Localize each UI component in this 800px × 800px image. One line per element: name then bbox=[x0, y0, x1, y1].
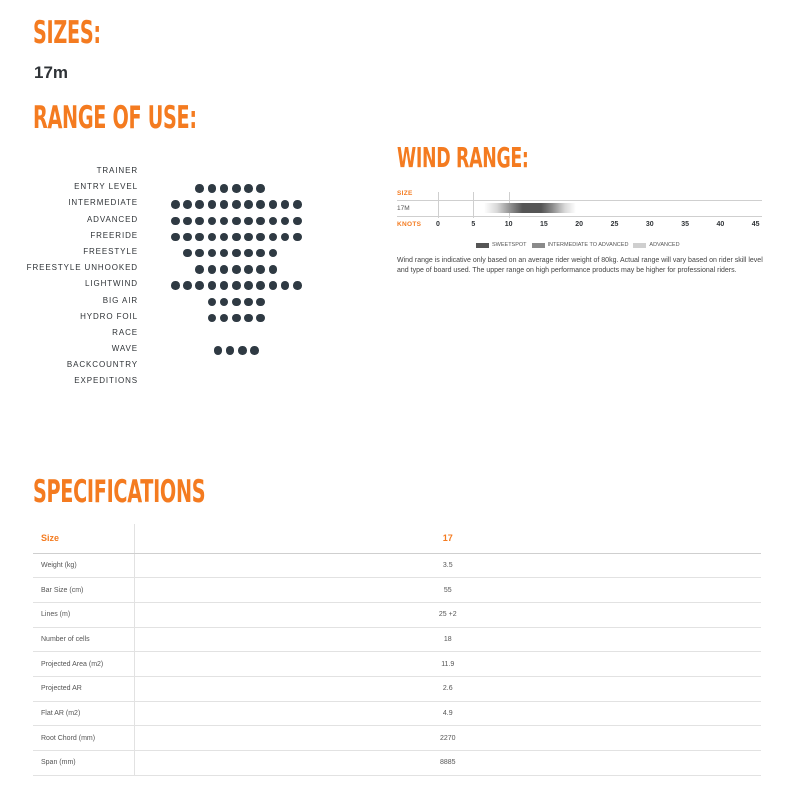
tick-label: 5 bbox=[471, 221, 476, 228]
tick-label: 10 bbox=[504, 221, 513, 228]
rating-dot bbox=[293, 233, 302, 242]
rating-dot bbox=[293, 200, 302, 209]
range-row bbox=[0, 326, 300, 342]
range-row bbox=[0, 245, 300, 261]
range-label: BIG AIR bbox=[102, 295, 138, 305]
range-label: INTERMEDIATE bbox=[68, 198, 138, 208]
rating-dot bbox=[195, 281, 204, 290]
rating-dot bbox=[214, 346, 223, 355]
legend-item bbox=[532, 242, 629, 248]
rating-dot bbox=[281, 200, 290, 209]
range-label: WAVE bbox=[111, 344, 138, 354]
rating-dot bbox=[195, 200, 204, 209]
spec-value: 4.9 bbox=[134, 701, 761, 726]
rating-dot bbox=[256, 184, 265, 193]
rating-dot bbox=[269, 217, 278, 226]
rating-dot bbox=[171, 233, 180, 242]
tick-label: 30 bbox=[645, 221, 654, 228]
size-header-label: Size bbox=[33, 524, 134, 553]
wind-range-legend bbox=[476, 242, 685, 250]
rating-dot bbox=[220, 314, 229, 323]
rating-dot bbox=[232, 184, 241, 193]
legend-swatch bbox=[476, 243, 489, 248]
spec-label: Span (mm) bbox=[33, 751, 134, 776]
rating-dot bbox=[171, 200, 180, 209]
rating-dot bbox=[269, 249, 278, 258]
spec-label: Projected Area (m2) bbox=[33, 652, 134, 677]
rating-dot bbox=[195, 265, 204, 274]
rating-dot bbox=[232, 281, 241, 290]
rating-dot bbox=[232, 298, 241, 307]
range-row bbox=[0, 342, 300, 358]
rating-dot bbox=[244, 217, 253, 226]
legend-label: ADVANCED bbox=[649, 242, 680, 248]
sweetspot-bar bbox=[484, 203, 576, 213]
rating-dot bbox=[293, 281, 302, 290]
rating-dot bbox=[195, 249, 204, 258]
rating-dot bbox=[208, 298, 217, 307]
rating-dot bbox=[208, 184, 217, 193]
legend-swatch bbox=[532, 243, 545, 248]
table-row bbox=[33, 701, 761, 726]
rating-dot bbox=[232, 265, 241, 274]
spec-value: 25 +2 bbox=[134, 602, 761, 627]
spec-value: 18 bbox=[134, 627, 761, 652]
spec-label: Projected AR bbox=[33, 676, 134, 701]
range-of-use-list bbox=[0, 164, 300, 391]
rating-dot bbox=[232, 249, 241, 258]
range-row bbox=[0, 196, 300, 212]
rating-dot bbox=[183, 233, 192, 242]
legend-item bbox=[633, 242, 679, 248]
range-label: ENTRY LEVEL bbox=[74, 182, 138, 192]
rating-dot bbox=[220, 184, 229, 193]
rating-dot bbox=[208, 281, 217, 290]
range-row bbox=[0, 229, 300, 245]
rating-dot bbox=[256, 233, 265, 242]
rating-dot bbox=[195, 217, 204, 226]
rating-dot bbox=[220, 233, 229, 242]
sizes-title: SIZES: bbox=[33, 15, 101, 51]
range-row bbox=[0, 310, 300, 326]
spec-value: 2270 bbox=[134, 726, 761, 751]
rating-dot bbox=[232, 233, 241, 242]
spec-label: Number of cells bbox=[33, 627, 134, 652]
grid-line bbox=[473, 192, 474, 218]
specifications-title: SPECIFICATIONS bbox=[33, 474, 206, 510]
range-label: TRAINER bbox=[96, 166, 138, 175]
range-label: LIGHTWIND bbox=[85, 279, 138, 289]
rating-dot bbox=[183, 200, 192, 209]
range-label: FREERIDE bbox=[90, 230, 138, 240]
wind-range-title: WIND RANGE: bbox=[397, 141, 529, 174]
rating-dot bbox=[250, 346, 259, 355]
range-row bbox=[0, 358, 300, 374]
rating-dot bbox=[269, 200, 278, 209]
rating-dot bbox=[256, 217, 265, 226]
size-row-label: 17M bbox=[397, 205, 410, 212]
spec-value: 2.6 bbox=[134, 676, 761, 701]
legend-label: INTERMEDIATE TO ADVANCED bbox=[547, 242, 629, 248]
rating-dot bbox=[269, 233, 278, 242]
table-header-row bbox=[33, 524, 761, 553]
range-row bbox=[0, 294, 300, 310]
table-row bbox=[33, 751, 761, 776]
rating-dot bbox=[281, 281, 290, 290]
rating-dot bbox=[256, 298, 265, 307]
rating-dot bbox=[195, 233, 204, 242]
spec-value: 55 bbox=[134, 578, 761, 603]
range-row bbox=[0, 213, 300, 229]
rating-dot bbox=[256, 314, 265, 323]
range-row bbox=[0, 374, 300, 390]
spec-value: 8885 bbox=[134, 751, 761, 776]
rating-dot bbox=[232, 217, 241, 226]
legend-label: SWEETSPOT bbox=[492, 242, 527, 248]
range-row bbox=[0, 277, 300, 293]
table-row bbox=[33, 578, 761, 603]
grid-line bbox=[438, 192, 439, 218]
legend-swatch bbox=[633, 243, 646, 248]
rating-dot bbox=[281, 233, 290, 242]
knots-label: KNOTS bbox=[397, 221, 422, 228]
rating-dot bbox=[208, 265, 217, 274]
range-label: FREESTYLE UNHOOKED bbox=[26, 263, 138, 273]
tick-label: 15 bbox=[539, 221, 548, 228]
wind-range-chart bbox=[397, 188, 767, 248]
rating-dot bbox=[238, 346, 247, 355]
tick-label: 25 bbox=[610, 221, 619, 228]
rating-dot bbox=[244, 249, 253, 258]
rating-dot bbox=[244, 233, 253, 242]
range-label: HYDRO FOIL bbox=[80, 311, 138, 321]
rating-dot bbox=[183, 249, 192, 258]
rating-dot bbox=[226, 346, 235, 355]
rating-dot bbox=[195, 184, 204, 193]
table-row bbox=[33, 553, 761, 578]
table-row bbox=[33, 726, 761, 751]
table-row bbox=[33, 627, 761, 652]
rating-dot bbox=[281, 217, 290, 226]
rating-dot bbox=[171, 217, 180, 226]
rating-dot bbox=[256, 200, 265, 209]
size-header: SIZE bbox=[397, 190, 413, 197]
legend-item bbox=[476, 242, 527, 248]
table-row bbox=[33, 652, 761, 677]
specifications-table bbox=[33, 524, 761, 776]
rating-dot bbox=[256, 281, 265, 290]
rating-dot bbox=[183, 217, 192, 226]
rating-dot bbox=[244, 265, 253, 274]
divider bbox=[397, 200, 762, 201]
range-label: ADVANCED bbox=[86, 214, 138, 224]
rating-dot bbox=[232, 200, 241, 209]
rating-dot bbox=[244, 298, 253, 307]
size-header-value: 17 bbox=[134, 524, 761, 553]
sizes-value: 17m bbox=[34, 63, 69, 82]
rating-dot bbox=[244, 200, 253, 209]
range-row bbox=[0, 164, 300, 180]
spec-label: Root Chord (mm) bbox=[33, 726, 134, 751]
rating-dot bbox=[220, 265, 229, 274]
range-row bbox=[0, 261, 300, 277]
rating-dot bbox=[220, 217, 229, 226]
range-of-use-title: RANGE OF USE: bbox=[33, 100, 197, 136]
table-row bbox=[33, 602, 761, 627]
rating-dot bbox=[220, 281, 229, 290]
rating-dot bbox=[244, 184, 253, 193]
spec-value: 11.9 bbox=[134, 652, 761, 677]
range-label: RACE bbox=[112, 327, 138, 337]
rating-dot bbox=[244, 314, 253, 323]
rating-dot bbox=[171, 281, 180, 290]
rating-dot bbox=[208, 233, 217, 242]
range-label: BACKCOUNTRY bbox=[66, 360, 138, 370]
rating-dot bbox=[208, 314, 217, 323]
rating-dot bbox=[208, 249, 217, 258]
tick-label: 40 bbox=[716, 221, 725, 228]
spec-label: Flat AR (m2) bbox=[33, 701, 134, 726]
rating-dot bbox=[208, 200, 217, 209]
table-row bbox=[33, 676, 761, 701]
rating-dot bbox=[256, 249, 265, 258]
rating-dot bbox=[220, 249, 229, 258]
range-row bbox=[0, 180, 300, 196]
rating-dot bbox=[269, 281, 278, 290]
rating-dot bbox=[232, 314, 241, 323]
spec-value: 3.5 bbox=[134, 553, 761, 578]
wind-range-note: Wind range is indicative only based on an average rider weight of 80kg. Actual range will vary based on rider skill level and type of board used. The upper range on high performance products may be higher for professional riders. bbox=[397, 257, 763, 274]
spec-label: Weight (kg) bbox=[33, 553, 134, 578]
range-label: FREESTYLE bbox=[83, 246, 138, 256]
rating-dot bbox=[244, 281, 253, 290]
tick-label: 35 bbox=[681, 221, 689, 228]
rating-dot bbox=[256, 265, 265, 274]
rating-dot bbox=[220, 200, 229, 209]
range-label: EXPEDITIONS bbox=[74, 376, 138, 386]
rating-dot bbox=[220, 298, 229, 307]
spec-label: Bar Size (cm) bbox=[33, 578, 134, 603]
divider bbox=[397, 216, 762, 217]
tick-label: 45 bbox=[751, 221, 760, 228]
spec-label: Lines (m) bbox=[33, 602, 134, 627]
rating-dot bbox=[208, 217, 217, 226]
tick-label: 0 bbox=[436, 221, 440, 228]
rating-dot bbox=[293, 217, 302, 226]
rating-dot bbox=[183, 281, 192, 290]
tick-label: 20 bbox=[575, 221, 584, 228]
rating-dot bbox=[269, 265, 278, 274]
